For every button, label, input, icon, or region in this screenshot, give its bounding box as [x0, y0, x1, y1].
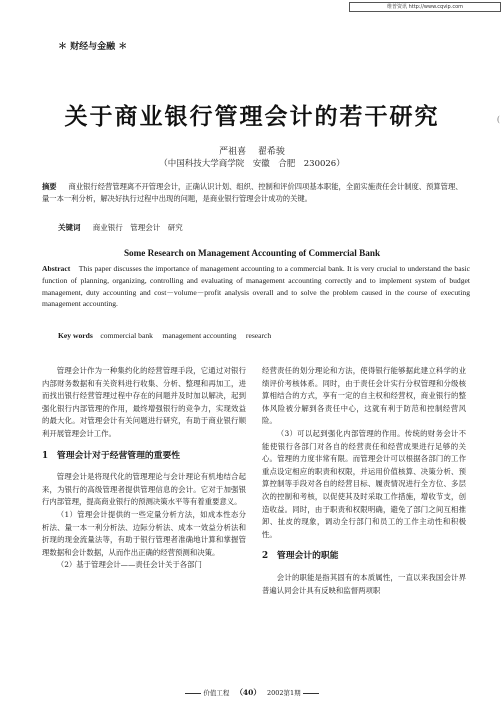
abstract-en-text: This paper discusses the importance of management accounting to a commercial bank. It is very crucial to understand the basic function of planning, organizing, controlling and evaluating of management accounting correctly and to implement system of budget management, duty accounting and cost－volume－profit analysis overall and to solve the problem caused in the course of executing management accounting.: [42, 264, 471, 309]
paragraph: （2）基于管理会计——责任会计关于各部门: [56, 560, 202, 570]
english-title: Some Research on Management Accounting of Commercial Bank: [123, 248, 381, 258]
paper-title: 关于商业银行管理会计的若干研究: [64, 104, 440, 130]
abstract-cn-label: 摘要: [42, 182, 57, 191]
keywords-cn: [58, 222, 478, 233]
journal-name: 价值工程: [203, 689, 230, 697]
affiliation: （中国科技大学商学院 安徽 合肥 230026）: [159, 159, 345, 169]
section-heading-2: 2 管理会计的职能: [262, 551, 339, 562]
section-tag: ＊ 财经与金融 ＊: [58, 42, 128, 52]
authors: 严祖喜 翟希骏: [219, 147, 285, 157]
section-heading-1: 1 管理会计对于经营管理的重要性: [42, 450, 181, 461]
abstract-cn: [42, 181, 466, 205]
watermark-banner: 维普资讯 http://www.cqvip.com: [349, 2, 501, 12]
left-column: [42, 365, 246, 572]
paragraph: 管理会计是将现代化的管理理论与会计理论有机地结合起来，为银行的高级管理者提供管理信息的会计。它对于加强银行内部管理，提高商业银行的预测决策水平等有着重要意义。: [42, 472, 246, 507]
abstract-cn-text: 商业银行经营管理离不开管理会计，正确认识计划、组织、控制和评价四项基本职能，全面实施责任会计制度、预算管理、量一本一利分析，解决好执行过程中出现的问题，是商业银行管理会计成功的关键。: [42, 182, 463, 203]
paragraph: （1）管理会计提供的一些定量分析方法，如成本性态分析法、量一本一利分析法、边际分析法、成本一效益分析法和折现的现金流量法等，有助于银行管理者准确地计算和掌握管理数据和会计数据，从而作出正确的经营预测和决策。: [42, 509, 246, 557]
keywords-cn-label: 关键词: [58, 223, 81, 232]
right-column: [262, 365, 466, 597]
keywords-en-text: commercial bank management accounting research: [100, 331, 272, 340]
page-number: （40）: [235, 688, 261, 697]
paragraph: （3）可以起到强化内部管理的作用。传统的财务会计不能使银行各部门对各自的经营责任和经营成果进行足够的关心。管理的力度非常有限。而管理会计可以根据各部门的工作重点设定相应的职责和权限，并运用价值核算、决策分析、预算控制等手段对各自的经营目标、履责情况进行全方位、多层次的控制和考核，以促使其及时采取工作措施，增收节支，创造收益。同时，由于职责和权限明确，避免了部门之间互相推卸、扯皮的现象，调动全行部门和员工的工作主动性和积极性。: [262, 428, 466, 539]
paragraph: 管理会计作为一种集约化的经营管理手段，它通过对银行内部财务数据和有关资料进行收集、分析、整理和再加工，进而找出银行经营管理过程中存在的问题并及时加以解决，起到强化银行内部管理的作用，最终增强银行的竞争力，实现效益的最大化。对管理会计有关问题进行研究，有助于商业银行顺利开展管理会计工作。: [42, 366, 246, 438]
abstract-en-label: Abstract: [42, 264, 71, 273]
keywords-en-label: Key words: [58, 331, 93, 340]
page-edge-mark: (: [496, 115, 500, 124]
keywords-cn-text: 商业银行 管理会计 研究: [92, 223, 183, 232]
paragraph: 会计的职能是指其固有的本质属性，一直以来我国会计界普遍认同会计具有反映和监督两项职: [262, 572, 466, 595]
issue-info: 2002第1期: [266, 689, 301, 697]
paragraph: 经营责任的划分理论和方法，使得银行能够据此建立科学的业绩评价考核体系。同时，由于责任会计实行分权管理和分级核算相结合的方式，享有一定的自主权和经营权，商业银行的整体风险被分解到各责任中心，这就有利于防范和控制经营风险。: [262, 366, 466, 426]
keywords-en: [58, 330, 478, 341]
page-footer: [0, 687, 504, 698]
abstract-en: [42, 263, 470, 310]
